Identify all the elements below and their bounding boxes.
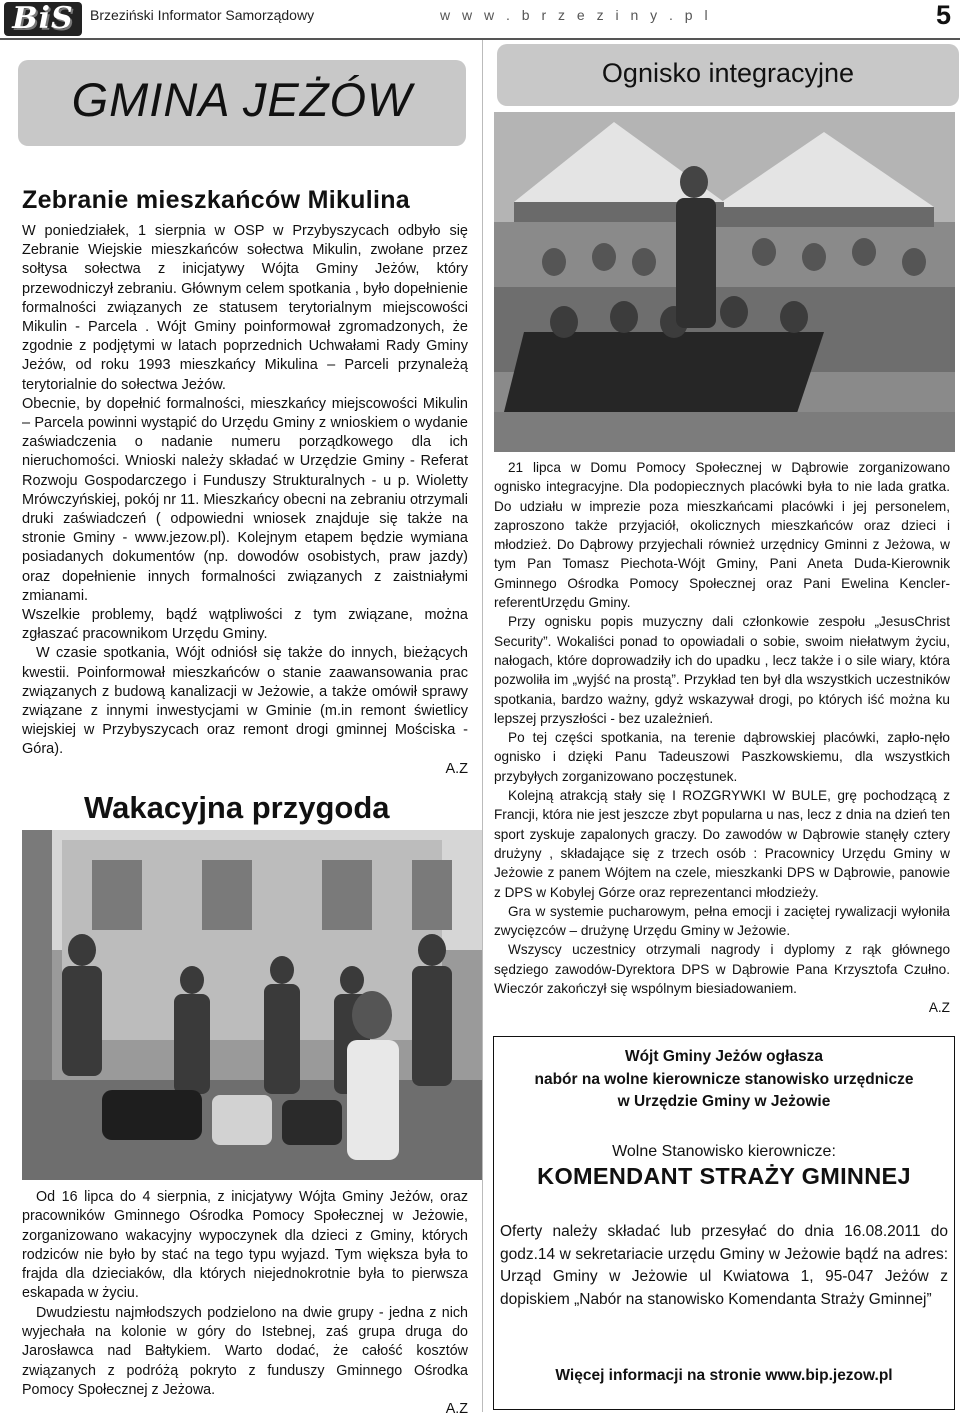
announcement-body: Oferty należy składać lub przesyłać do dnia 16.08.2011 do godz.14 w sekretariacie urzędu Gminy w Jeżowie bądź na adres: Urząd Gminy w Jeżowie ul Kwiatowa 1, 95-047 Jeżów z dopiskiem „Nabór na stanowisko Komendanta Straży Gminnej” — [500, 1223, 948, 1309]
signature: A.Z — [445, 760, 468, 777]
paragraph: Wszelkie problemy, bądź wątpliwości z tym związane, można zgłaszać pracownikom Urzędu Gminy. — [22, 607, 468, 643]
paragraph: Dwudziestu najmłodszych podzielono na dwie grupy - jedna z nich wyjechała na kolonie w góry do Istebnej, zaś grupa druga do Jarosławca nad Bałtykiem. Warto dodać, że całość kosztów związanych z podróżą pokryto z funduszy Gminnego Ośrodka Pomocy Społecznej z Jeżowa. — [22, 1304, 468, 1398]
paper-url: w w w . b r z e z i n y . p l — [440, 7, 712, 23]
article-title-zebranie: Zebranie mieszkańców Mikulina — [22, 186, 410, 214]
paragraph: W poniedziałek, 1 sierpnia w OSP w Przybyszycach odbyło się Zebranie Wiejskie mieszkańców sołectwa Mikulin, zwołane przez sołtysa sołectwa z inicjatywy Wójta Gminy Jeżów, który przewodniczył zebraniu. Głównym celem spotkania , było dopełnienie formalności związanych ze statusem terytorialnym miejscowości Mikulin - Parcela . Wójt Gminy poinformował zgromadzonych, że zgodnie z podjętymi w latach poprzednich Uchwałami Rady Gminy Jeżów, od roku 1993 mieszkańcy Mikulina – Parceli przynależą terytorialnie do sołectwa Jeżów. — [22, 223, 468, 393]
signature: A.Z — [445, 1401, 468, 1414]
article-body-wakacje — [22, 1188, 468, 1414]
section-title-ognisko: Ognisko integracyjne — [601, 58, 855, 88]
children-group-photo — [22, 830, 482, 1180]
header-divider — [0, 38, 960, 40]
announcement-heading-3: w Urzędzie Gminy w Jeżowie — [617, 1093, 831, 1110]
signature: A.Z — [928, 1000, 950, 1016]
paragraph: Kolejną atrakcją stały się I ROZGRYWKI W BULE, grę pochodzącą z Francji, która nie jest jeszcze zbyt popularna u nas, lecz z dnia na dzień ten sport zyskuje zapalonych graczy. Do zawodów w Dąbrowie stanęły cztery drużyny , składające się z trzech osób : Pracownicy Urzędu Gminy w Jeżowie z panem Wójtem na czele, mieszkanki DPS w Dąbrowie, panowie z DPS w Kobylej Górze oraz reprezentanci młodzieży. — [494, 788, 950, 900]
paragraph: W czasie spotkania, Wójt odniósł się także do innych, bieżących kwestii. Poinformował mieszkańców o stanie zaawansowania prac związanych z budową kanalizacji w Jeżowie, a także omówił sprawy związane z innymi inwestycjami w Gminie (m.in remont świetlicy wiejskiej w Przybyszycach oraz remont drogi gminnej Mościska - Góra). — [22, 645, 468, 758]
announcement-heading-1: Wójt Gminy Jeżów ogłasza — [624, 1048, 824, 1065]
article-body-ognisko — [494, 458, 950, 1018]
article-title-wakacje: Wakacyjna przygoda — [84, 790, 390, 825]
bis-logo: BiS — [4, 2, 82, 36]
announcement-subtitle: Wolne Stanowisko kierownicze: — [612, 1143, 836, 1160]
paragraph: Gra w systemie pucharowym, pełna emocji i zaciętej rywalizacji wyłoniła zwycięzców – drużynę Urzędu Gminy w Jeżowie. — [494, 903, 950, 939]
paragraph: Obecnie, by dopełnić formalności, mieszkańcy miejscowości Mikulin – Parcela powinni wystąpić do Urzędu Gminy z wnioskiem o wydanie zaświadczenia o nadanie numeru porządkowego dla ich nieruchomości. Wnioski należy składać w Urzędzie Gminy - Referat Rozwoju Gospodarczego i Funduszy Strukturalnych - u p. Wioletty Mrówczyńskiej, pokój nr 11. Mieszkańcy obecni na zebraniu otrzymali druki zaświadczeń ( odpowiedni wniosek znajduje się także na stronie Gminy - www.jezow.pl). Kolejnym etapem będzie wymiana posiadanych dokumentów (np. dowodów osobistych, praw jazdy) oraz dopełnienie innych formalności związanych z zaistniałymi zmianami. — [22, 395, 468, 604]
announcement-more-info-link[interactable]: Więcej informacji na stronie www.bip.jezow.pl — [555, 1367, 893, 1384]
page-number: 5 — [936, 0, 952, 30]
bonfire-event-photo — [494, 112, 955, 452]
paper-name: Brzeziński Informator Samorządowy — [90, 7, 315, 23]
paragraph: Wszyscy uczestnicy otrzymali nagrody i dyplomy z rąk głównego sędziego zawodów-Dyrektora DPS w Dąbrowie Pana Krzysztofa Czułno. Wieczór zakończył się wspólnym biesiadowaniem. — [494, 942, 950, 997]
column-divider — [482, 40, 483, 1412]
article-body-zebranie — [22, 222, 468, 779]
announcement-heading-2: nabór na wolne kierownicze stanowisko urzędnicze — [534, 1071, 914, 1088]
paragraph: Przy ognisku popis muzyczny dali członkowie zespołu „JesusChrist Security”. Wokaliści ponad to opowiadali o sobie, swoim niełatwym życiu, nałogach, które doprowadziły ich do upadku , lecz także i o sile wiary, która pozwoliła im „wyjść na prostą”. Przykład ten był dla wszystkich uczestników spotkania, bardzo ważny, gdyż wskazywał drogi, po których iść można ku lepszej przyszłości - bez uzależnień. — [494, 614, 950, 726]
paragraph: Od 16 lipca do 4 sierpnia, z inicjatywy Wójta Gminy Jeżów, oraz pracowników Gminnego Ośrodka Pomocy Społecznej w Jeżowie, zorganizowano wakacyjny wypoczynek dla dzieci z Gminy, których rodziców nie było by stać na tego typu wyjazd. Tym większa była to frajda dla dzieciaków, dla których niejednokrotnie była to pierwsza eskapada w życiu. — [22, 1189, 468, 1302]
paragraph: Po tej części spotkania, na terenie dąbrowskiej placówki, zapło-nęło ognisko i dzięki Panu Tadeuszowi Paszkowskiemu, dla wszystkich przybyłych zorganizowano poczęstunek. — [494, 730, 950, 784]
paragraph: 21 lipca w Domu Pomocy Społecznej w Dąbrowie zorganizowano ognisko integracyjne. Dla podopiecznych placówki była to nie lada gratka. Do udziału w imprezie poza mieszkańcami placówki i jej personelem, zaproszono także przyjaciół, okolicznych mieszkańców oraz dzieci i młodzież. Do Dąbrowy przyjechali również urzędnicy Gminni z Jeżowa, w tym Pan Tomasz Piechota-Wójt Gminy, Pani Aneta Duda-Kierownik Gminnego Ośrodka Pomocy Społecznej oraz Pani Ewelina Kencler- referentUrzędu Gminy. — [494, 460, 950, 611]
section-title-gmina: GMINA JEŻÓW — [71, 73, 413, 126]
announcement-position: KOMENDANT STRAŻY GMINNEJ — [537, 1163, 911, 1189]
